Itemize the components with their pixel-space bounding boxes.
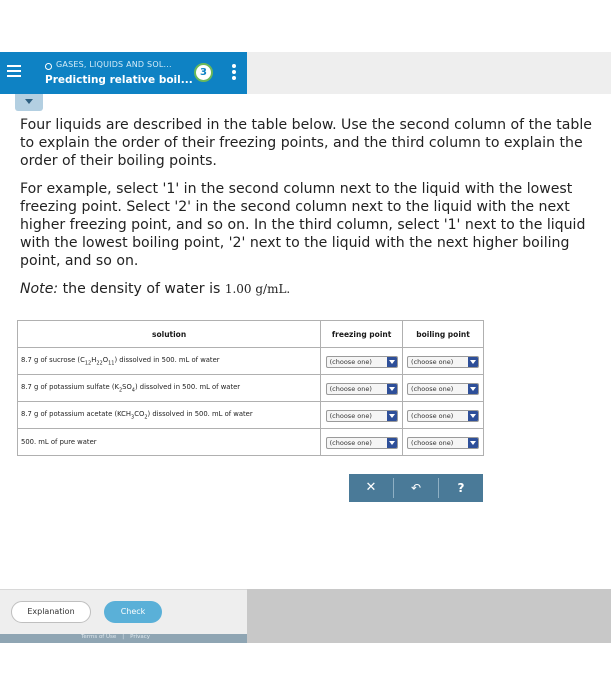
table-row <box>18 402 484 429</box>
answer-toolbar <box>349 474 483 502</box>
chevron-down-icon <box>468 411 478 421</box>
chevron-down-icon <box>387 384 397 394</box>
terms-link[interactable]: Terms of Use <box>81 634 117 640</box>
terms-bar <box>0 634 247 643</box>
clear-button[interactable]: ✕ <box>365 480 377 495</box>
boiling-select[interactable]: (choose one) <box>407 383 479 395</box>
note-text: the density of water is <box>58 281 225 297</box>
more-options-icon[interactable] <box>232 64 236 82</box>
collapse-toggle-icon[interactable] <box>15 94 43 111</box>
col-header-boiling: boiling point <box>403 321 484 348</box>
freezing-select[interactable]: (choose one) <box>326 356 398 368</box>
chevron-down-icon <box>387 438 397 448</box>
boiling-cell <box>403 348 484 375</box>
boiling-cell <box>403 375 484 402</box>
boiling-select[interactable]: (choose one) <box>407 437 479 449</box>
footer-links <box>78 634 153 640</box>
boiling-select[interactable]: (choose one) <box>407 410 479 422</box>
chevron-down-icon <box>387 411 397 421</box>
undo-button[interactable]: ↶ <box>410 481 422 495</box>
boiling-select[interactable]: (choose one) <box>407 356 479 368</box>
help-button[interactable]: ? <box>457 481 465 495</box>
example-paragraph: For example, select '1' in the second column next to the liquid with the lowest freezing point. Select '2' in the second column next to the liquid with the next higher freezing point, and so on. In the third column, select '1' next to the liquid with the lowest boiling point, '2' next to the liquid with the next higher boiling point, and so on. <box>20 181 586 269</box>
col-header-freezing: freezing point <box>321 321 403 348</box>
chevron-down-icon <box>468 357 478 367</box>
freezing-cell <box>321 429 403 456</box>
boiling-cell <box>403 402 484 429</box>
table-row <box>18 375 484 402</box>
topic-label: GASES, LIQUIDS AND SOL... <box>56 60 172 69</box>
freezing-select[interactable]: (choose one) <box>326 383 398 395</box>
privacy-link[interactable]: Privacy <box>130 634 151 640</box>
solution-cell: 8.7 g of potassium acetate $(KCH_3CO_2)$ dissolved in 500. mL of water <box>18 402 321 429</box>
col-header-solution: solution <box>18 321 321 348</box>
freezing-cell <box>321 348 403 375</box>
freezing-cell <box>321 375 403 402</box>
question-text <box>20 116 606 298</box>
freezing-select[interactable]: (choose one) <box>326 437 398 449</box>
table-row <box>18 348 484 375</box>
intro-paragraph: Four liquids are described in the table below. Use the second column of the table to explain the order of their freezing points, and the third column to explain the order of their boiling points. <box>20 117 592 169</box>
freezing-cell <box>321 402 403 429</box>
density-note <box>20 280 606 298</box>
footer-divider: | <box>122 634 125 640</box>
header-title-panel <box>0 52 247 94</box>
progress-badge: 3 <box>194 63 213 82</box>
chevron-down-icon <box>468 384 478 394</box>
note-label: Note: <box>20 281 59 297</box>
chevron-down-icon <box>387 357 397 367</box>
footer-bar <box>0 589 247 634</box>
liquids-table <box>17 320 484 456</box>
table-row <box>18 429 484 456</box>
solution-cell: 8.7 g of potassium sulfate $(K_2SO_4)$ dissolved in 500. mL of water <box>18 375 321 402</box>
boiling-cell <box>403 429 484 456</box>
density-value: 1.00 g/mL. <box>224 282 291 296</box>
check-button[interactable]: Check <box>104 601 162 623</box>
table-header-row <box>18 321 484 348</box>
menu-icon[interactable] <box>7 65 21 79</box>
question-title: Predicting relative boil... <box>45 74 193 86</box>
footer-gray-panel <box>247 589 611 643</box>
solution-cell: 500. mL of pure water <box>18 429 321 456</box>
explanation-button[interactable]: Explanation <box>11 601 91 623</box>
freezing-select[interactable]: (choose one) <box>326 410 398 422</box>
solution-cell: 8.7 g of sucrose $(C_{12}H_{22}O_{11})$ dissolved in 500. mL of water <box>18 348 321 375</box>
app-header <box>0 52 611 94</box>
chevron-down-icon <box>468 438 478 448</box>
topic-status-icon <box>45 63 52 70</box>
